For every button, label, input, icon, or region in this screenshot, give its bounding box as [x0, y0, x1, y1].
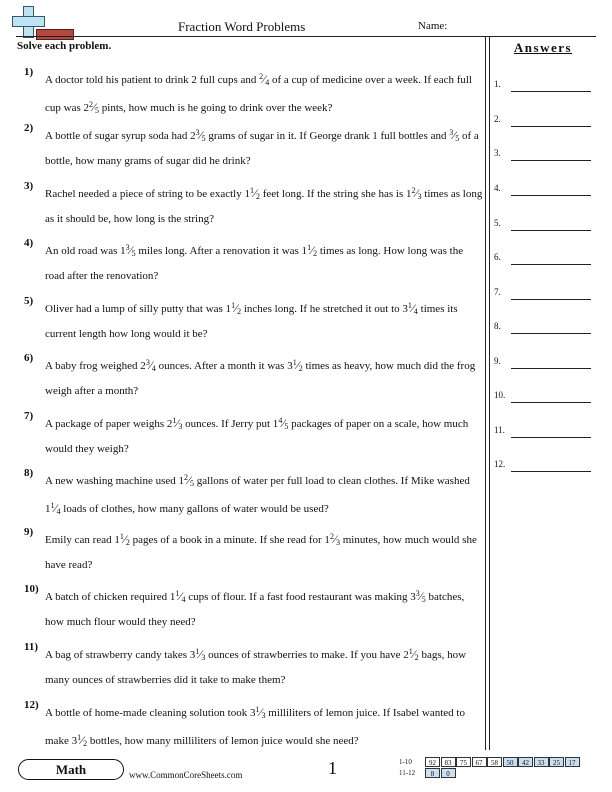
- problem-text: Emily can read $1^1⁄2$ pages of a book in a minute. If she read for $1^2⁄3$ minutes, how much would she have read?: [45, 532, 477, 571]
- problem: [17, 180, 483, 228]
- answer-slot: [494, 183, 594, 197]
- score-key-cell: 92: [425, 757, 440, 767]
- fraction: $^2$⁄4: [259, 72, 270, 87]
- answer-label: 11.: [494, 425, 505, 435]
- problem-number: 11): [24, 641, 39, 653]
- score-key-cell: 50: [503, 757, 518, 767]
- answer-label: 10.: [494, 390, 506, 400]
- header-divider: [16, 36, 596, 37]
- score-key-label: 11-12: [399, 769, 416, 777]
- problem: [17, 237, 483, 285]
- problem-text: Oliver had a lump of silly putty that was $1^1⁄2$ inches long. If he stretched it out to $3^1⁄4$ times its current length how long would it be?: [45, 301, 458, 340]
- fraction: $^1$⁄2: [119, 532, 130, 547]
- fraction: $^1$⁄4: [407, 301, 418, 316]
- page-number: 1: [328, 758, 337, 778]
- problem: [17, 526, 483, 574]
- answer-slot: [494, 79, 594, 93]
- answer-blank[interactable]: [511, 471, 591, 472]
- problem: [17, 467, 483, 515]
- answer-slot: [494, 425, 594, 439]
- problem: [17, 699, 483, 747]
- fraction: $^3$⁄5: [195, 128, 206, 143]
- answer-column-divider-right: [489, 36, 490, 750]
- answer-slot: [494, 252, 594, 266]
- problem-number: 3): [24, 180, 34, 192]
- problem-text: Rachel needed a piece of string to be exactly $1^1⁄2$ feet long. If the string she has is $1^2⁄3$ times as long as it should be, how long is the string?: [45, 186, 483, 225]
- logo-bar: [36, 29, 74, 40]
- fraction: $^2$⁄3: [329, 532, 340, 547]
- fraction: $^1$⁄3: [195, 647, 206, 662]
- fraction: $^1$⁄2: [408, 647, 419, 662]
- answer-label: 9.: [494, 356, 501, 366]
- problem: [17, 352, 483, 400]
- problem-number: 6): [24, 352, 34, 364]
- problem-text: A bottle of home-made cleaning solution took $3^1⁄3$ milliliters of lemon juice. If Isabel wanted to make $3^1⁄2$ bottles, how many milliliters of lemon juice would she need?: [45, 705, 465, 748]
- answer-blank[interactable]: [511, 264, 591, 265]
- answer-blank[interactable]: [511, 160, 591, 161]
- answer-blank[interactable]: [511, 299, 591, 300]
- answer-slot: [494, 321, 594, 335]
- answer-blank[interactable]: [511, 437, 591, 438]
- problem-number: 12): [24, 699, 39, 711]
- answer-blank[interactable]: [511, 126, 591, 127]
- answers-title: Answers: [513, 40, 573, 55]
- answer-label: 7.: [494, 287, 501, 297]
- score-key-cell: 67: [472, 757, 487, 767]
- answer-blank[interactable]: [511, 368, 591, 369]
- score-key-cell: 42: [518, 757, 533, 767]
- problem-text: A bottle of sugar syrup soda had $2^3⁄5$ grams of sugar in it. If George drank 1 full bottles and $^3$⁄5 of a bottle, how many grams of sugar did he drink?: [45, 128, 479, 167]
- answer-blank[interactable]: [511, 91, 591, 92]
- answer-blank[interactable]: [511, 230, 591, 231]
- problem-text: A doctor told his patient to drink 2 full cups and $^2$⁄4 of a cup of medicine over a week. If each full cup was $2^2⁄5$ pints, how much is he going to drink over the week?: [45, 72, 472, 115]
- logo-cross-horizontal: [12, 16, 45, 27]
- problem-text: A new washing machine used $1^2⁄5$ gallons of water per full load to clean clothes. If Mike washed $1^1⁄4$ loads of clothes, how many gallons of water would be used?: [45, 473, 470, 516]
- answer-slot: [494, 148, 594, 162]
- score-key-cell: 58: [487, 757, 502, 767]
- fraction: $^1$⁄4: [175, 589, 186, 604]
- problem-text: A bag of strawberry candy takes $3^1⁄3$ ounces of strawberries to make. If you have $2^1⁄2$ bags, how many ounces of strawberries did it take to make them?: [45, 647, 467, 686]
- problem-text: An old road was $1^3⁄5$ miles long. After a renovation it was $1^1⁄2$ times as long. How long was the road after the renovation?: [45, 243, 464, 282]
- score-key-cell: 17: [565, 757, 580, 767]
- answer-blank[interactable]: [511, 402, 591, 403]
- problem-number: 2): [24, 122, 34, 134]
- problem-text: A batch of chicken required $1^1⁄4$ cups of flour. If a fast food restaurant was making $3^3⁄5$ batches, how much flour would they need?: [45, 589, 465, 628]
- problem-number: 9): [24, 526, 34, 538]
- subject-badge: Math: [18, 759, 124, 780]
- fraction: $^3$⁄5: [449, 128, 460, 143]
- problem: [17, 122, 483, 170]
- answer-label: 8.: [494, 321, 501, 331]
- answer-label: 6.: [494, 252, 501, 262]
- problem: [17, 641, 483, 689]
- problem-number: 4): [24, 237, 34, 249]
- score-key-cell: 33: [534, 757, 549, 767]
- score-key-label: 1-10: [399, 758, 412, 766]
- score-key-cell: 0: [441, 768, 456, 778]
- score-key-cell: 83: [441, 757, 456, 767]
- problem: [17, 583, 483, 631]
- instructions: Solve each problem.: [17, 40, 112, 52]
- answer-label: 2.: [494, 114, 501, 124]
- answer-slot: [494, 114, 594, 128]
- answer-slot: [494, 218, 594, 232]
- answer-slot: [494, 390, 594, 404]
- answer-label: 1.: [494, 79, 501, 89]
- problem-number: 5): [24, 295, 34, 307]
- answer-label: 4.: [494, 183, 501, 193]
- answer-label: 12.: [494, 459, 506, 469]
- score-key-cell: 75: [456, 757, 471, 767]
- problem-number: 1): [24, 66, 34, 78]
- answer-blank[interactable]: [511, 333, 591, 334]
- answer-column-divider-left: [485, 36, 486, 750]
- fraction: $^1$⁄2: [249, 186, 260, 201]
- fraction: $^1$⁄3: [255, 705, 266, 720]
- problem-number: 7): [24, 410, 34, 422]
- problem-text: A package of paper weighs $2^1⁄3$ ounces. If Jerry put $1^4⁄5$ packages of paper on a scale, how much would they weigh?: [45, 416, 469, 455]
- answer-label: 3.: [494, 148, 501, 158]
- name-label: Name:: [418, 20, 448, 32]
- footer: [16, 757, 596, 787]
- fraction: $^3$⁄4: [145, 358, 156, 373]
- fraction: $^1$⁄2: [307, 243, 318, 258]
- fraction: $^1$⁄3: [172, 416, 183, 431]
- answer-slot: [494, 459, 594, 473]
- problem: [17, 410, 483, 458]
- logo: [6, 4, 68, 38]
- fraction: $^3$⁄5: [125, 243, 136, 258]
- score-key-cell: 25: [549, 757, 564, 767]
- problem: [17, 66, 483, 114]
- fraction: $^3$⁄5: [415, 589, 426, 604]
- score-key-cell: 8: [425, 768, 440, 778]
- fraction: $^2$⁄5: [89, 100, 100, 115]
- answer-label: 5.: [494, 218, 501, 228]
- fraction: $^1$⁄2: [231, 301, 242, 316]
- fraction: $^1$⁄2: [77, 733, 88, 748]
- fraction: $^2$⁄3: [411, 186, 422, 201]
- problem: [17, 295, 483, 343]
- website-link[interactable]: www.CommonCoreSheets.com: [129, 770, 243, 780]
- problem-number: 10): [24, 583, 39, 595]
- answer-slot: [494, 356, 594, 370]
- problem-number: 8): [24, 467, 34, 479]
- problem-text: A baby frog weighed $2^3⁄4$ ounces. After a month it was $3^1⁄2$ times as heavy, how much did the frog weigh after a month?: [45, 358, 476, 397]
- answer-blank[interactable]: [511, 195, 591, 196]
- fraction: $^2$⁄5: [184, 473, 195, 488]
- answer-slot: [494, 287, 594, 301]
- fraction: $^4$⁄5: [278, 416, 289, 431]
- fraction: $^1$⁄2: [292, 358, 303, 373]
- fraction: $^1$⁄4: [50, 501, 61, 516]
- page-title: Fraction Word Problems: [178, 19, 306, 34]
